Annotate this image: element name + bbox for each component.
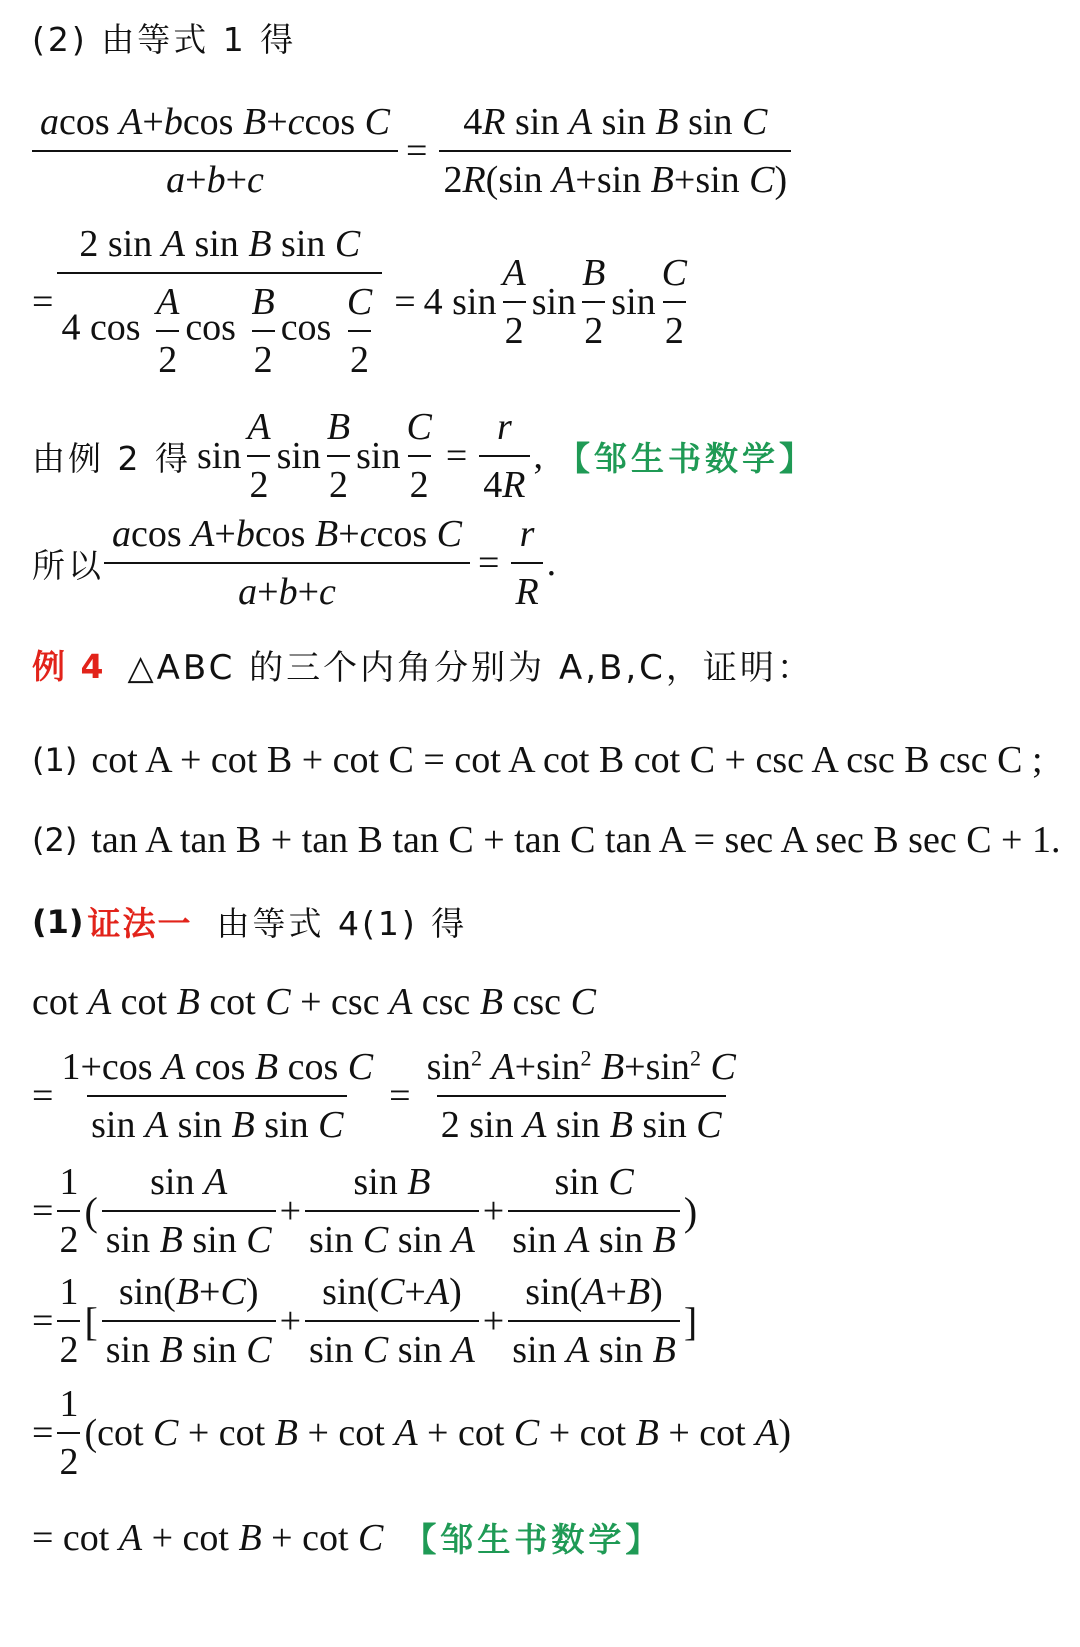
statement-2-text: tan A tan B + tan B tan C + tan C tan A = sec A sec B sec C + 1. — [91, 819, 1061, 861]
proof-line-5: = $\frac{1}{2}$ (cot C + cot B + cot A + cot C + cot B + cot A) — [32, 1383, 792, 1483]
proof-line-4: = $\frac{1}{2}$ [ $\frac{\sin(B+C)}{\text{sin B sin C}}$ + $\frac{\sin(C+A)}{\text{sin C sin A}}$ + $\frac{\sin(A+B)}{\text{sin A sin B}}$ ] — [32, 1271, 698, 1371]
statement-2-label: (2) — [32, 821, 78, 859]
example-4-heading — [32, 640, 1060, 689]
source-tag: 【邹生书数学】 — [557, 438, 817, 478]
therefore-text: 所以 — [32, 545, 104, 585]
intro-text: (2) 由等式 1 得 — [32, 20, 297, 59]
equation-example-2: 由例 2 得 sin $\frac{A}{2}$ sin $\frac{B}{2}$ sin $\frac{C}{2}$ = $\frac{r}{4R}$ , 【邹生书数学】 — [32, 406, 817, 506]
statement-1 — [32, 738, 1060, 782]
proof-text: 由等式 4(1) 得 — [216, 904, 468, 943]
fraction-right: $\frac{\text{4R sin A sin B sin C}}{\text{2R(sin A+sin B+sin C)}}$ — [439, 100, 791, 202]
statement-1-text: cot A + cot B + cot C = cot A cot B cot C + csc A csc B csc C ; — [91, 739, 1043, 781]
proof-method: 证法一 — [87, 904, 193, 943]
proof-label: (1) — [32, 902, 84, 941]
example-4-text: △ABC 的三个内角分别为 A,B,C，证明： — [127, 648, 814, 688]
equation-1: $\frac{\text{acos A+bcos B+ccos C}}{a+b+c}$ = $\frac{\text{4R sin A sin B sin C}}{\text{2R(sin A+sin B+sin C)}}$ — [32, 100, 1060, 202]
equation-conclusion: 所以 $\frac{\text{acos A+bcos B+ccos C}}{a+b+c}$ = $\frac{r}{R}$ . — [32, 513, 557, 613]
example2-prefix: 由例 2 得 — [32, 438, 191, 478]
proof-line-6: = cot A + cot B + cot C 【邹生书数学】 — [32, 1514, 1060, 1561]
fraction-sin-over-cos: 2 sin A sin B sin C 4 cos $\frac{A}{2}$ cos $\frac{B}{2}$ cos $\frac{C}{2}$ — [57, 222, 382, 382]
line-from-identity-1 — [32, 14, 1060, 61]
fraction-left: $\frac{\text{acos A+bcos B+ccos C}}{a+b+c}$ — [36, 100, 394, 202]
example-4-label: 例 4 — [32, 647, 106, 686]
proof-line-2: = $\frac{\text{1+cos A cos B cos C}}{\text{sin A sin B sin C}}$ = $\frac{\sin^2 A+\sin^2 B+\sin^2 C}{\text{2 sin A sin B sin C}}$ — [32, 1045, 736, 1146]
proof-heading — [32, 898, 1060, 945]
equation-2: = 2 sin A sin B sin C 4 cos $\frac{A}{2}$ cos $\frac{B}{2}$ cos $\frac{C}{2}$ = 4 sin $\frac{A}{2}$ sin $\frac{B}{2}$ sin $\frac{C}{2}$ — [32, 223, 688, 381]
source-tag-2: 【邹生书数学】 — [403, 1520, 663, 1559]
statement-1-label: (1) — [32, 741, 78, 779]
proof-line-3: = $\frac{1}{2}$ ( $\frac{\text{sin A}}{\text{sin B sin C}}$ + $\frac{\text{sin B}}{\text{sin C sin A}}$ + $\frac{\text{sin C}}{\text{sin A sin B}}$ ) — [32, 1161, 698, 1261]
statement-2 — [32, 818, 1060, 862]
proof-line-1: cot A cot B cot C + csc A csc B csc C — [32, 981, 596, 1023]
